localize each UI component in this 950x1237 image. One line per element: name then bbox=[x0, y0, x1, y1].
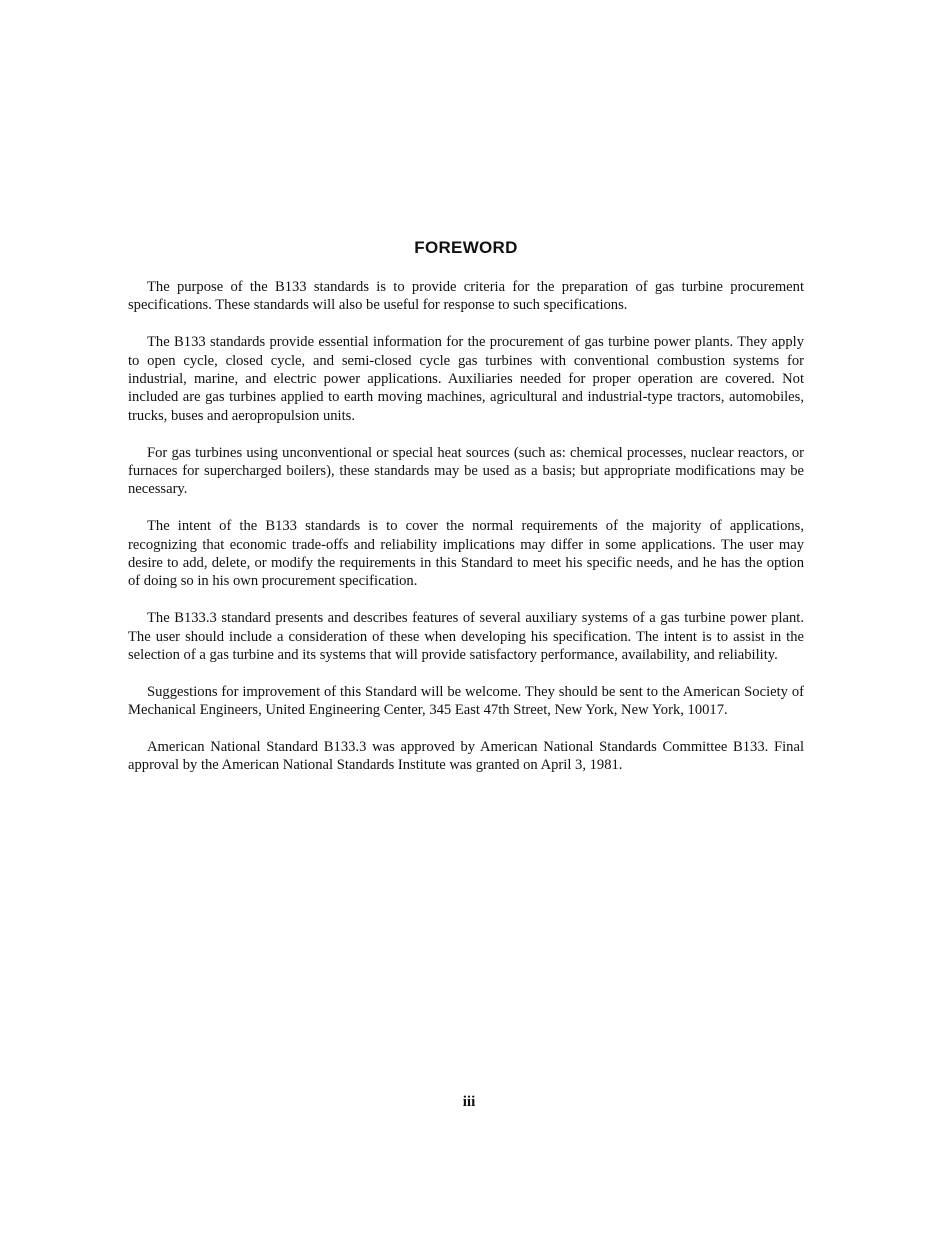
paragraph-b133-3-description: The B133.3 standard presents and describes features of several auxiliary systems of a gas turbine power plant. The user should include a consideration of these when developing his specification. The intent is to assist in the selection of a gas turbine and its systems that will provide satisfactory performance, availability, and reliability. bbox=[128, 610, 804, 664]
paragraph-intent: The intent of the B133 standards is to cover the normal requirements of the majority of applications, recognizing that economic trade-offs and reliability implications may differ in some applications. The user may desire to add, delete, or modify the requirements in this Standard to meet his specific needs, and he has the option of doing so in his own procurement specification. bbox=[128, 518, 804, 590]
page-title: FOREWORD bbox=[414, 238, 518, 257]
page-number: iii bbox=[462, 1094, 476, 1110]
paragraph-purpose: The purpose of the B133 standards is to provide criteria for the preparation of gas turbine procurement specifications. These standards will also be useful for response to such specifications. bbox=[128, 279, 804, 314]
paragraph-special-heat-sources: For gas turbines using unconventional or special heat sources (such as: chemical processes, nuclear reactors, or furnaces for supercharged boilers), these standards may be used as a basis; but appropriate modifications may be necessary. bbox=[128, 444, 804, 498]
foreword-body bbox=[128, 278, 804, 793]
paragraph-suggestions: Suggestions for improvement of this Standard will be welcome. They should be sent to the American Society of Mechanical Engineers, United Engineering Center, 345 East 47th Street, New York, New York, 10017. bbox=[128, 683, 804, 719]
paragraph-scope: The B133 standards provide essential information for the procurement of gas turbine power plants. They apply to open cycle, closed cycle, and semi-closed cycle gas turbines with conventional combustion systems for industrial, marine, and electric power applications. Auxiliaries needed for proper operation are covered. Not included are gas turbines applied to earth moving machines, agricultural and industrial-type tractors, automobiles, trucks, buses and aeropropulsion units. bbox=[128, 334, 804, 424]
paragraph-approval: American National Standard B133.3 was approved by American National Standards Committee B133. Final approval by the American National Standards Institute was granted on April 3, 1981. bbox=[128, 739, 804, 774]
